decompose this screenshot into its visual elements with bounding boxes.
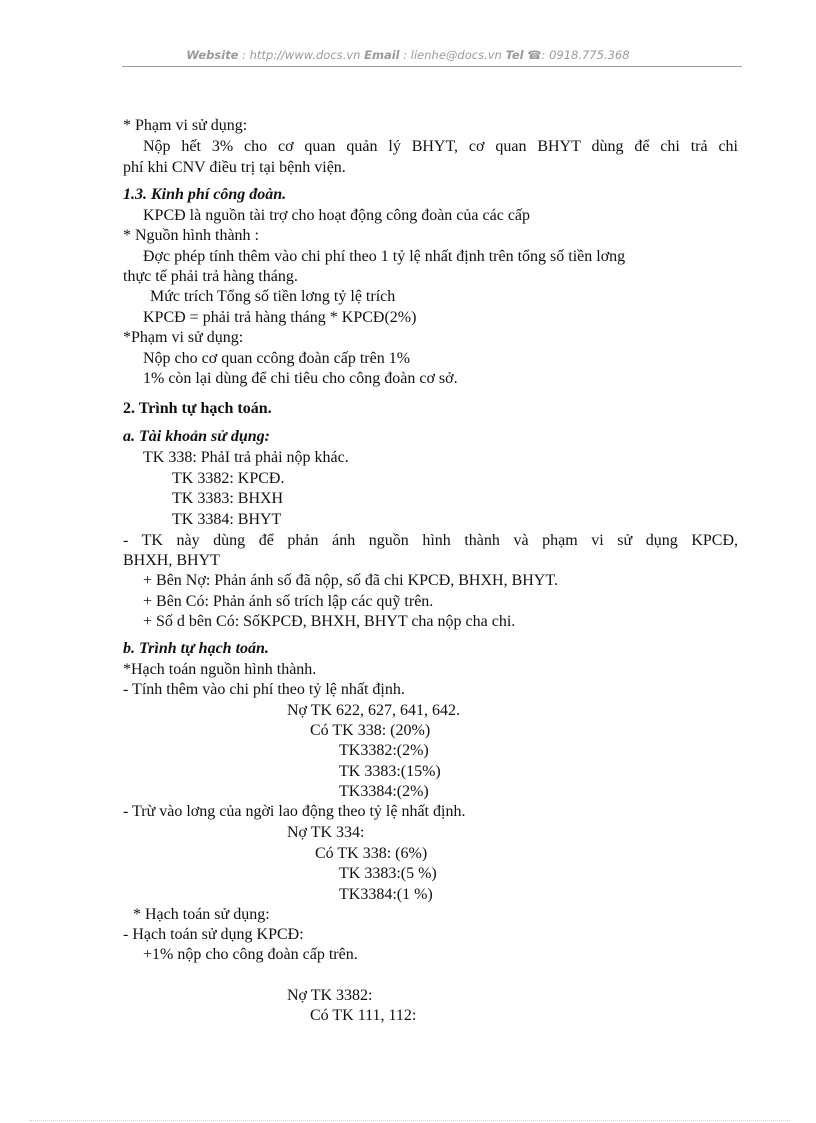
section-heading: 1.3. Kinh phí công đoàn. xyxy=(123,186,287,203)
text-line: Đợc phép tính thêm vào chi phí theo 1 tỷ lệ nhất định trên tổng số tiền lơng xyxy=(143,248,626,265)
text-line: - Tính thêm vào chi phí theo tỷ lệ nhất định. xyxy=(123,681,405,698)
entry-line: TK3384:(2%) xyxy=(339,783,429,800)
entry-line: Nợ TK 622, 627, 641, 642. xyxy=(287,702,461,719)
account-line: TK 3382: KPCĐ. xyxy=(172,470,285,487)
text-line: - Trừ vào lơng của ngời lao động theo tỷ lệ nhất định. xyxy=(123,803,466,820)
text-line: - Hạch toán sử dụng KPCĐ: xyxy=(123,926,304,943)
subsection-heading: a. Tài khoản sử dụng: xyxy=(123,428,270,445)
text-line: *Hạch toán nguồn hình thành. xyxy=(123,661,317,678)
text-line: 1% còn lại dùng để chi tiêu cho công đoàn cơ sở. xyxy=(143,370,458,387)
text-line: BHXH, BHYT xyxy=(123,552,220,569)
text-line: phí khi CNV điều trị tại bệnh viện. xyxy=(123,159,346,176)
header-divider xyxy=(122,66,742,67)
formula-line: Mức trích Tổng số tiền lơng tỷ lệ trích xyxy=(150,288,396,305)
text-line: KPCĐ là nguồn tài trợ cho hoạt động công đoàn của các cấp xyxy=(143,207,531,224)
text-line: thực tế phải trả hàng tháng. xyxy=(123,268,298,285)
tel-label: Tel xyxy=(505,48,524,62)
formula-line: KPCĐ = phải trả hàng tháng * KPCĐ(2%) xyxy=(143,309,417,326)
website-url: : http://www.docs.vn xyxy=(238,48,365,62)
entry-line: Có TK 338: (6%) xyxy=(315,845,428,862)
section-heading: 2. Trình tự hạch toán. xyxy=(123,400,272,417)
entry-line: TK 3383:(15%) xyxy=(339,763,441,780)
text-line: * Hạch toán sử dụng: xyxy=(133,906,270,923)
text-line: * Nguồn hình thành : xyxy=(123,227,259,244)
text-line: Nộp cho cơ quan ccông đoàn cấp trên 1% xyxy=(143,350,411,367)
tel-number: ☎: 0918.775.368 xyxy=(523,48,630,62)
account-line: TK 338: PhảI trả phải nộp khác. xyxy=(143,449,349,466)
text-line: + Số d bên Có: SốKPCĐ, BHXH, BHYT cha nộp cha chi. xyxy=(143,613,516,630)
text-line: * Phạm vi sử dụng: xyxy=(123,117,248,134)
subsection-heading: b. Trình tự hạch toán. xyxy=(123,640,269,657)
text-line: - TK này dùng để phản ánh nguồn hình thành và phạm vi sử dụng KPCĐ, xyxy=(123,532,738,549)
text-line: Nộp hết 3% cho cơ quan quản lý BHYT, cơ quan BHYT dùng để chi trả chi xyxy=(143,138,738,155)
footer-divider xyxy=(30,1120,790,1121)
entry-line: Nợ TK 3382: xyxy=(287,987,373,1004)
entry-line: Nợ TK 334: xyxy=(287,824,365,841)
entry-line: TK3384:(1 %) xyxy=(339,886,433,903)
email-label: Email xyxy=(364,48,400,62)
text-line: *Phạm vi sử dụng: xyxy=(123,329,244,346)
entry-line: TK 3383:(5 %) xyxy=(339,865,437,882)
website-label: Website xyxy=(186,48,239,62)
entry-line: TK3382:(2%) xyxy=(339,742,429,759)
account-line: TK 3383: BHXH xyxy=(172,490,284,507)
entry-line: Có TK 111, 112: xyxy=(310,1007,417,1024)
entry-line: Có TK 338: (20%) xyxy=(310,722,431,739)
text-line: + Bên Có: Phản ánh số trích lập các quỹ trên. xyxy=(143,593,434,610)
page-header xyxy=(0,48,816,62)
email-address: : lienhe@docs.vn xyxy=(399,48,506,62)
text-line: + Bên Nợ: Phản ánh số đã nộp, số đã chi KPCĐ, BHXH, BHYT. xyxy=(143,572,558,589)
account-line: TK 3384: BHYT xyxy=(172,511,282,528)
text-line: +1% nộp cho công đoàn cấp trên. xyxy=(143,946,358,963)
